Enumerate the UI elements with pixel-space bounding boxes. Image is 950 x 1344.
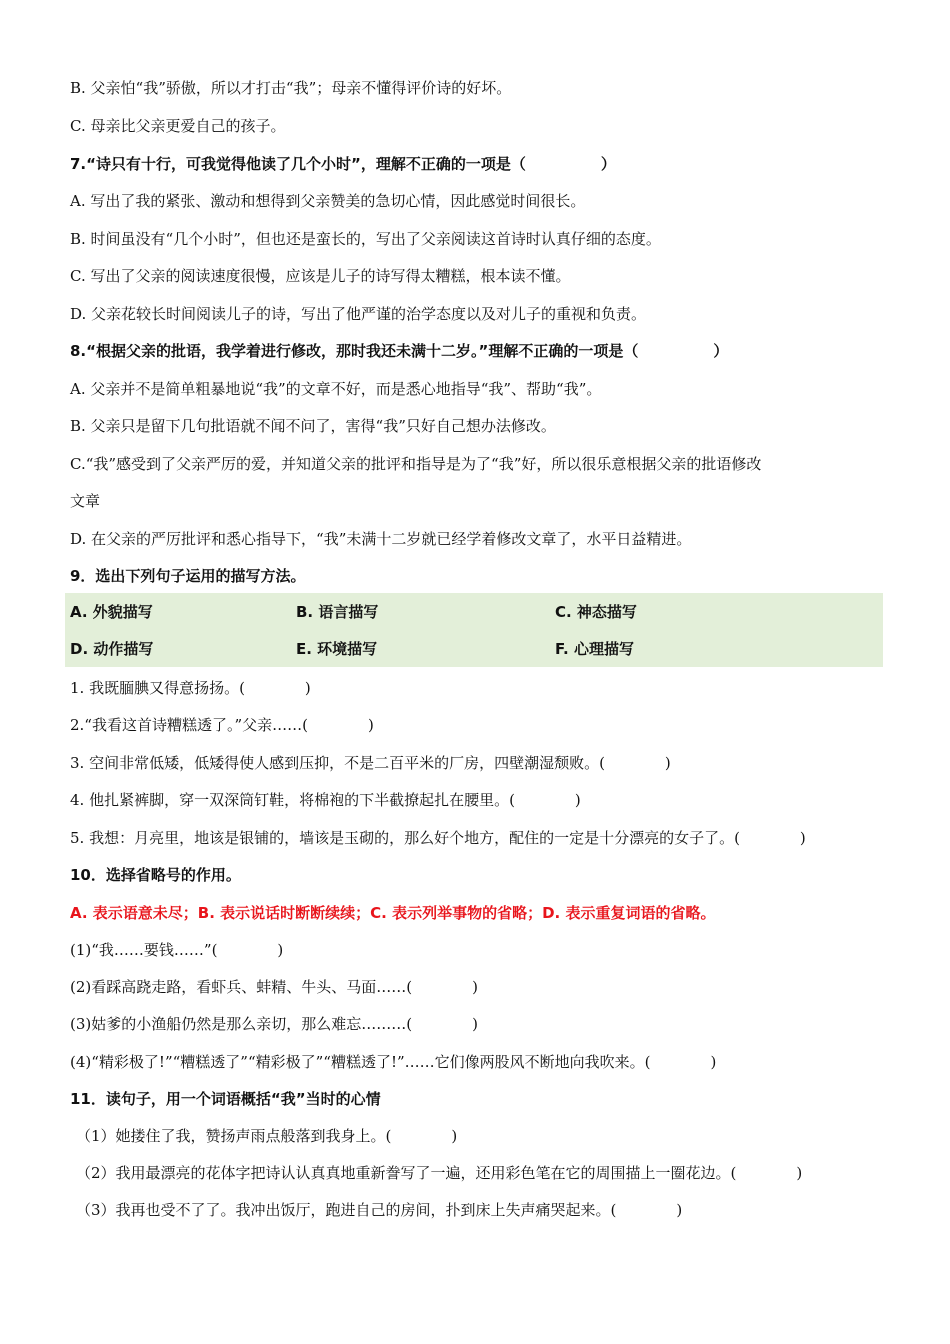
q9-item-5: 5. 我想：月亮里，地该是银铺的，墙该是玉砌的，那么好个地方，配住的一定是十分漂亮的女子了。( ) <box>70 829 806 847</box>
q10-answer-key: A. 表示语意未尽；B. 表示说话时断断续续；C. 表示列举事物的省略；D. 表示重复词语的省略。 <box>70 904 716 922</box>
q7-option-d: D. 父亲花较长时间阅读儿子的诗，写出了他严谨的治学态度以及对儿子的重视和负责。 <box>70 305 647 323</box>
q10-item-1: (1)“我……要钱……”( ) <box>70 941 284 959</box>
q10-item-4: (4)“精彩极了!”“糟糕透了”“精彩极了”“糟糕透了!”……它们像两股风不断地向我吹来。( ) <box>70 1053 717 1071</box>
q9-options-table <box>65 593 883 667</box>
q9-item-3: 3. 空间非常低矮，低矮得使人感到压抑，不是二百平米的厂房，四壁潮湿颓败。( ) <box>70 754 671 772</box>
q8-option-c: C.“我”感受到了父亲严厉的爱，并知道父亲的批评和指导是为了“我”好，所以很乐意根据父亲的批语修改 <box>70 455 762 473</box>
q9-option-f: F. 心理描写 <box>555 640 634 658</box>
q8-option-c-cont: 文章 <box>70 492 101 510</box>
q9-option-b: B. 语言描写 <box>296 603 379 621</box>
q6-option-c: C. 母亲比父亲更爱自己的孩子。 <box>70 117 286 135</box>
q9-item-4: 4. 他扎紧裤脚，穿一双深筒钉鞋，将棉袍的下半截撩起扎在腰里。( ) <box>70 791 581 809</box>
q11-item-3: （3）我再也受不了了。我冲出饭厅，跑进自己的房间，扑到床上失声痛哭起来。( ) <box>76 1201 683 1219</box>
q6-option-b: B. 父亲怕“我”骄傲，所以才打击“我”；母亲不懂得评价诗的好坏。 <box>70 79 512 97</box>
q11-stem: 11．读句子，用一个词语概括“我”当时的心情 <box>70 1090 381 1108</box>
q8-stem: 8.“根据父亲的批语，我学着进行修改，那时我还未满十二岁。”理解不正确的一项是（ ） <box>70 342 729 360</box>
q9-option-d: D. 动作描写 <box>70 640 154 658</box>
q7-option-a: A. 写出了我的紧张、激动和想得到父亲赞美的急切心情，因此感觉时间很长。 <box>70 192 586 210</box>
q9-option-c: C. 神态描写 <box>555 603 637 621</box>
q9-option-a: A. 外貌描写 <box>70 603 153 621</box>
q8-option-a: A. 父亲并不是简单粗暴地说“我”的文章不好，而是悉心地指导“我”、帮助“我”。 <box>70 380 602 398</box>
q9-item-1: 1. 我既腼腆又得意扬扬。( ) <box>70 679 311 697</box>
q10-stem: 10．选择省略号的作用。 <box>70 866 241 884</box>
q7-option-b: B. 时间虽没有“几个小时”，但也还是蛮长的，写出了父亲阅读这首诗时认真仔细的态度。 <box>70 230 661 248</box>
q9-item-2: 2.“我看这首诗糟糕透了。”父亲……( ) <box>70 716 374 734</box>
q11-item-1: （1）她搂住了我，赞扬声雨点般落到我身上。( ) <box>76 1127 458 1145</box>
q8-option-d: D. 在父亲的严厉批评和悉心指导下，“我”未满十二岁就已经学着修改文章了，水平日益精进。 <box>70 530 692 548</box>
q11-item-2: （2）我用最漂亮的花体字把诗认认真真地重新誊写了一遍，还用彩色笔在它的周围描上一圈花边。( ) <box>76 1164 803 1182</box>
q8-option-b: B. 父亲只是留下几句批语就不闻不问了，害得“我”只好自己想办法修改。 <box>70 417 556 435</box>
q9-option-e: E. 环境描写 <box>296 640 378 658</box>
q10-item-3: (3)姑爹的小渔船仍然是那么亲切，那么难忘………( ) <box>70 1015 478 1033</box>
q7-option-c: C. 写出了父亲的阅读速度很慢，应该是儿子的诗写得太糟糕，根本读不懂。 <box>70 267 571 285</box>
q9-stem: 9．选出下列句子运用的描写方法。 <box>70 567 306 585</box>
q7-stem: 7.“诗只有十行，可我觉得他读了几个小时”，理解不正确的一项是（ ） <box>70 155 616 173</box>
q10-item-2: (2)看踩高跷走路，看虾兵、蚌精、牛头、马面……( ) <box>70 978 478 996</box>
